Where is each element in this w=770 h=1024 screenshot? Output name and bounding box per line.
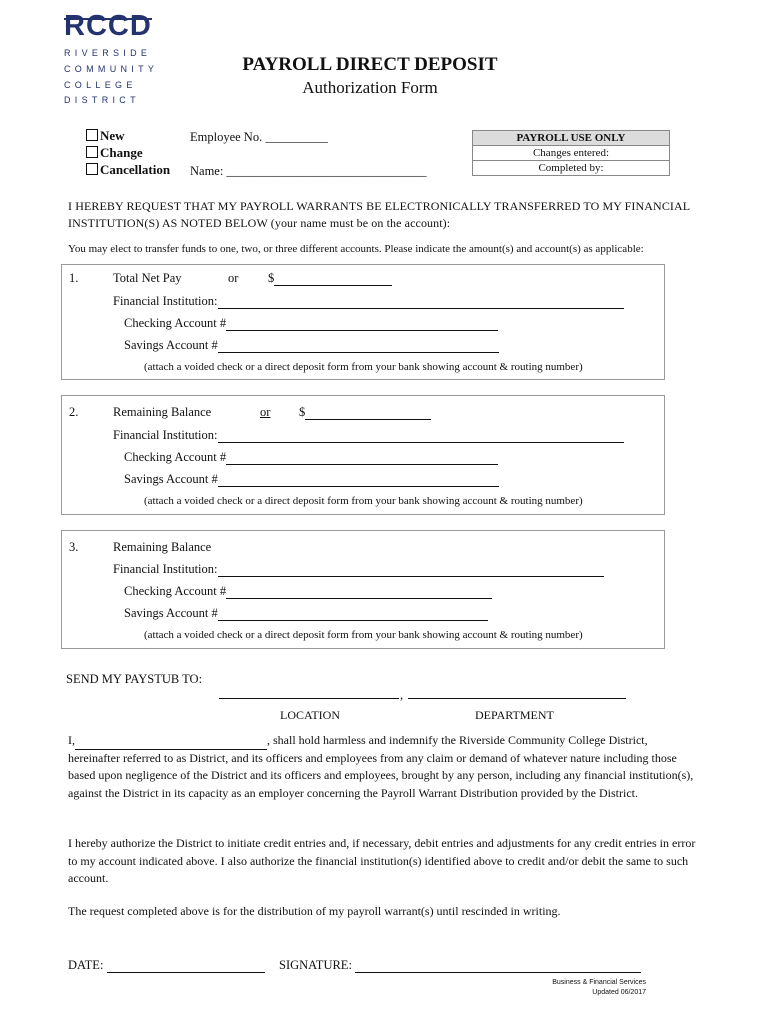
indemnify-text: , shall hold harmless and indemnify the Riverside Community College District, hereinafter referred to as District, and its officers and employees from any claim or demand of whatever nature including those based upon negligence of the District and its officers and employees, brought by any person, including any financial institution(s), against the District in its capacity as an employer concerning the Payroll Warrant Distribution provided by the District. <box>68 733 694 800</box>
savings-label: Savings Account # <box>124 472 218 486</box>
dollar-sign: $ <box>268 271 275 285</box>
savings-field[interactable] <box>124 606 488 621</box>
section-label: Remaining Balance <box>113 540 212 554</box>
elect-statement: You may elect to transfer funds to one, two, or three different accounts. Please indicate the amount(s) and account(s) as applicable: <box>68 243 644 255</box>
dollar-sign: $ <box>299 405 306 419</box>
account-section-2 <box>61 395 665 515</box>
employee-name-field[interactable]: Name: ________________________________ <box>190 164 427 178</box>
amount-field[interactable] <box>299 405 431 420</box>
institution-label: Financial Institution: <box>113 294 218 308</box>
indemnify-prefix: I, <box>68 733 75 747</box>
footer-department: Business & Financial Services <box>552 979 646 986</box>
option-cancellation-label: Cancellation <box>100 162 171 177</box>
section-number: 2. <box>69 405 79 419</box>
indemnify-name-field[interactable] <box>75 738 267 750</box>
savings-label: Savings Account # <box>124 338 218 352</box>
paystub-label: SEND MY PAYSTUB TO: <box>66 672 203 686</box>
location-field[interactable] <box>219 686 399 699</box>
form-subtitle: Authorization Form <box>302 78 438 97</box>
logo-line-4: DISTRICT <box>64 95 140 105</box>
date-field[interactable] <box>68 958 265 973</box>
checking-label: Checking Account # <box>124 450 227 464</box>
rescind-statement: The request completed above is for the distribution of my payroll warrant(s) until rescinded in writing. <box>68 904 561 918</box>
section-label: Remaining Balance <box>113 405 212 419</box>
changes-entered-field: Changes entered: <box>473 146 669 161</box>
account-section-1 <box>61 264 665 380</box>
option-new-label: New <box>100 128 125 143</box>
logo-line-2: COMMUNITY <box>64 64 159 74</box>
signature-field[interactable] <box>279 958 641 973</box>
cancellation-checkbox[interactable] <box>86 163 98 175</box>
institution-label: Financial Institution: <box>113 562 218 576</box>
employee-number-field[interactable]: Employee No. __________ <box>190 130 328 144</box>
footer-updated: Updated 06/2017 <box>592 989 646 996</box>
date-label: DATE: <box>68 958 104 972</box>
checking-field[interactable] <box>124 450 498 465</box>
institution-label: Financial Institution: <box>113 428 218 442</box>
section-or: or <box>260 405 271 419</box>
section-number: 3. <box>69 540 79 554</box>
option-cancellation[interactable] <box>86 162 170 178</box>
payroll-use-box <box>472 130 670 176</box>
institution-field[interactable] <box>113 294 624 309</box>
logo-line-3: COLLEGE <box>64 80 137 90</box>
payroll-use-header: PAYROLL USE ONLY <box>473 131 669 146</box>
section-number: 1. <box>69 271 79 285</box>
section-or: or <box>228 271 239 285</box>
savings-label: Savings Account # <box>124 606 218 620</box>
checking-field[interactable] <box>124 584 492 599</box>
attach-note: (attach a voided check or a direct deposit form from your bank showing account & routing number) <box>144 361 583 373</box>
logo-line-1: RIVERSIDE <box>64 48 152 58</box>
logo-acronym: RCCD <box>64 10 152 42</box>
option-change[interactable] <box>86 145 143 161</box>
attach-note: (attach a voided check or a direct deposit form from your bank showing account & routing number) <box>144 629 583 641</box>
institution-field[interactable] <box>113 428 624 443</box>
checking-label: Checking Account # <box>124 584 227 598</box>
section-label: Total Net Pay <box>113 271 182 285</box>
form-title: PAYROLL DIRECT DEPOSIT <box>242 54 498 75</box>
request-statement: I HEREBY REQUEST THAT MY PAYROLL WARRANTS BE ELECTRONICALLY TRANSFERRED TO MY FINANCIAL INSTITUTION(S) AS NOTED BELOW (your name must be on the account): <box>68 199 690 230</box>
option-change-label: Change <box>100 145 143 160</box>
paystub-comma: , <box>400 688 404 702</box>
change-checkbox[interactable] <box>86 146 98 158</box>
checking-field[interactable] <box>124 316 498 331</box>
location-caption: LOCATION <box>280 708 340 722</box>
authorize-statement: I hereby authorize the District to initiate credit entries and, if necessary, debit entries and adjustments for any credit entries in error to my account indicated above. I also authorize the financial institution(s) identified above to credit and/or debit the same to such account. <box>68 836 696 885</box>
completed-by-field: Completed by: <box>538 162 604 174</box>
signature-label: SIGNATURE: <box>279 958 352 972</box>
department-field[interactable] <box>408 686 626 699</box>
attach-note: (attach a voided check or a direct deposit form from your bank showing account & routing number) <box>144 495 583 507</box>
savings-field[interactable] <box>124 472 499 487</box>
account-section-3 <box>61 530 665 649</box>
department-caption: DEPARTMENT <box>475 708 554 722</box>
savings-field[interactable] <box>124 338 499 353</box>
option-new[interactable] <box>86 128 125 144</box>
amount-field[interactable] <box>268 271 392 286</box>
checking-label: Checking Account # <box>124 316 227 330</box>
new-checkbox[interactable] <box>86 129 98 141</box>
institution-field[interactable] <box>113 562 604 577</box>
indemnify-statement <box>68 732 698 802</box>
